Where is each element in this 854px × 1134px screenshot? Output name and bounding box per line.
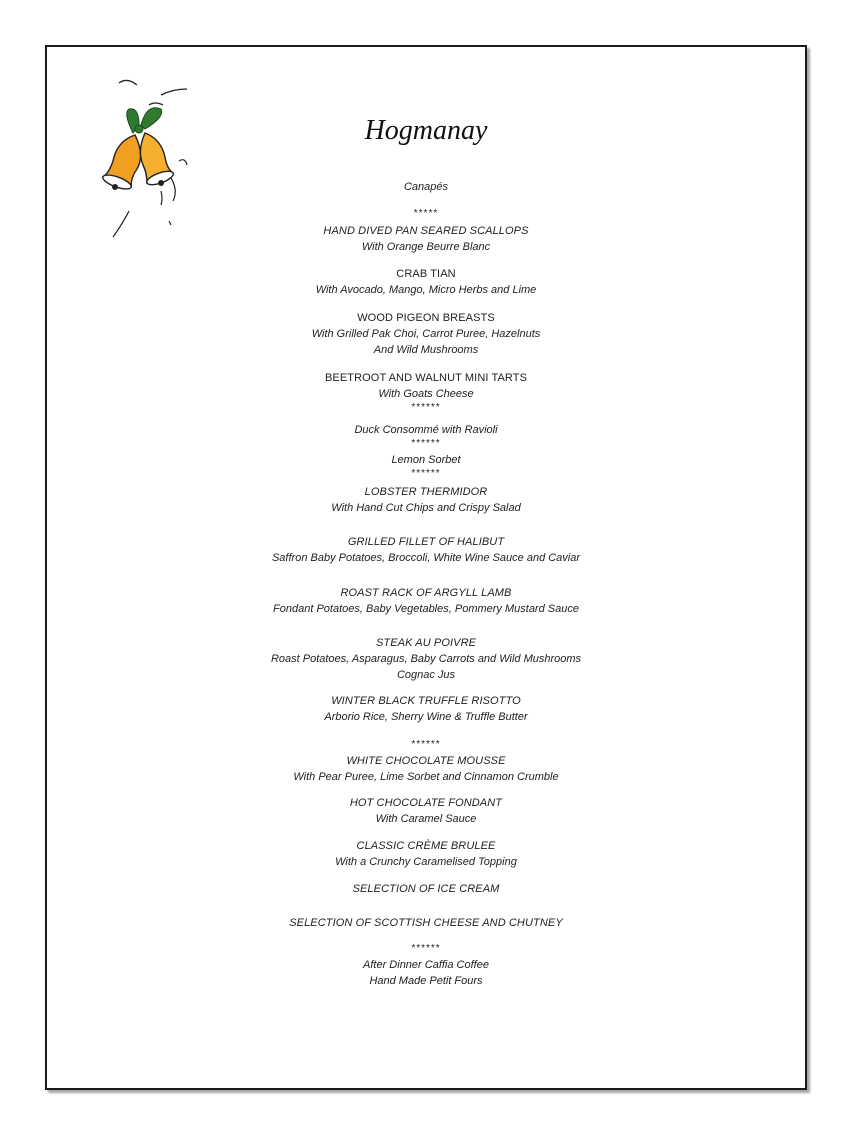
dish-name: HAND DIVED PAN SEARED SCALLOPS <box>323 225 529 237</box>
dish-name: CLASSIC CRÈME BRULEE <box>356 840 496 852</box>
dish-name: SELECTION OF ICE CREAM <box>352 883 500 895</box>
menu-title: Hogmanay <box>364 115 488 146</box>
menu-item-mousse <box>47 753 805 785</box>
dish-name: Lemon Sorbet <box>391 454 461 466</box>
menu-item-lamb <box>47 585 805 617</box>
menu-item-brulee <box>47 838 805 870</box>
separator: ****** <box>411 402 441 413</box>
separator: ****** <box>411 943 441 954</box>
dish-name: STEAK AU POIVRE <box>375 637 477 649</box>
dish-name: After Dinner Caffia Coffee <box>363 959 489 971</box>
menu-item-scallops <box>47 223 805 255</box>
menu-page <box>45 45 807 1090</box>
menu-item-steak <box>47 635 805 683</box>
canapes-label: Canapés <box>403 181 449 193</box>
menu-item-icecream <box>47 881 805 897</box>
dish-description: With Hand Cut Chips and Crispy Salad <box>331 502 521 514</box>
menu-item-cheese <box>47 915 805 931</box>
dish-name: GRILLED FILLET OF HALIBUT <box>347 536 505 548</box>
dish-description: Arborio Rice, Sherry Wine & Truffle Butter <box>324 711 528 723</box>
dish-description: With Caramel Sauce <box>375 813 477 825</box>
dish-description: Cognac Jus <box>396 669 456 681</box>
dish-name: WINTER BLACK TRUFFLE RISOTTO <box>331 695 521 707</box>
dish-description: Roast Potatoes, Asparagus, Baby Carrots and Wild Mushrooms <box>270 653 582 665</box>
dish-description: And Wild Mushrooms <box>373 344 479 356</box>
dish-name: SELECTION OF SCOTTISH CHEESE AND CHUTNEY <box>289 917 563 929</box>
menu-item-lobster <box>47 484 805 516</box>
separator: ****** <box>411 468 441 479</box>
menu-item-sorbet <box>47 452 805 479</box>
dish-name: Hand Made Petit Fours <box>369 975 483 987</box>
dish-description: With Avocado, Mango, Micro Herbs and Lime <box>315 284 537 296</box>
dish-name: LOBSTER THERMIDOR <box>364 486 488 498</box>
dish-description: With Pear Puree, Lime Sorbet and Cinnamon Crumble <box>293 771 559 783</box>
dish-name: HOT CHOCOLATE FONDANT <box>349 797 503 809</box>
dish-name: BEETROOT AND WALNUT MINI TARTS <box>324 372 528 384</box>
menu-item-crab <box>47 266 805 298</box>
separator: ****** <box>411 438 441 449</box>
dish-name: WOOD PIGEON BREASTS <box>357 312 495 324</box>
menu-item-tarts <box>47 370 805 413</box>
menu-item-halibut <box>47 534 805 566</box>
dish-name: Duck Consommé with Ravioli <box>354 424 498 436</box>
dish-description: With a Crunchy Caramelised Topping <box>335 856 517 868</box>
separator: ****** <box>411 739 441 750</box>
dish-description: With Grilled Pak Choi, Carrot Puree, Hazelnuts <box>311 328 541 340</box>
menu-item-pigeon <box>47 310 805 358</box>
dish-name: CRAB TIAN <box>396 268 456 280</box>
dish-description: Saffron Baby Potatoes, Broccoli, White Wine Sauce and Caviar <box>271 552 581 564</box>
dish-name: ROAST RACK OF ARGYLL LAMB <box>340 587 512 599</box>
separator: ***** <box>413 208 439 219</box>
dish-description: Fondant Potatoes, Baby Vegetables, Pommery Mustard Sauce <box>273 603 579 615</box>
dish-description: With Orange Beurre Blanc <box>361 241 491 253</box>
dish-description: With Goats Cheese <box>378 388 474 400</box>
menu-item-coffee <box>47 957 805 989</box>
menu-item-consomme <box>47 422 805 449</box>
menu-item-fondant <box>47 795 805 827</box>
menu-item-risotto <box>47 693 805 725</box>
dish-name: WHITE CHOCOLATE MOUSSE <box>346 755 506 767</box>
